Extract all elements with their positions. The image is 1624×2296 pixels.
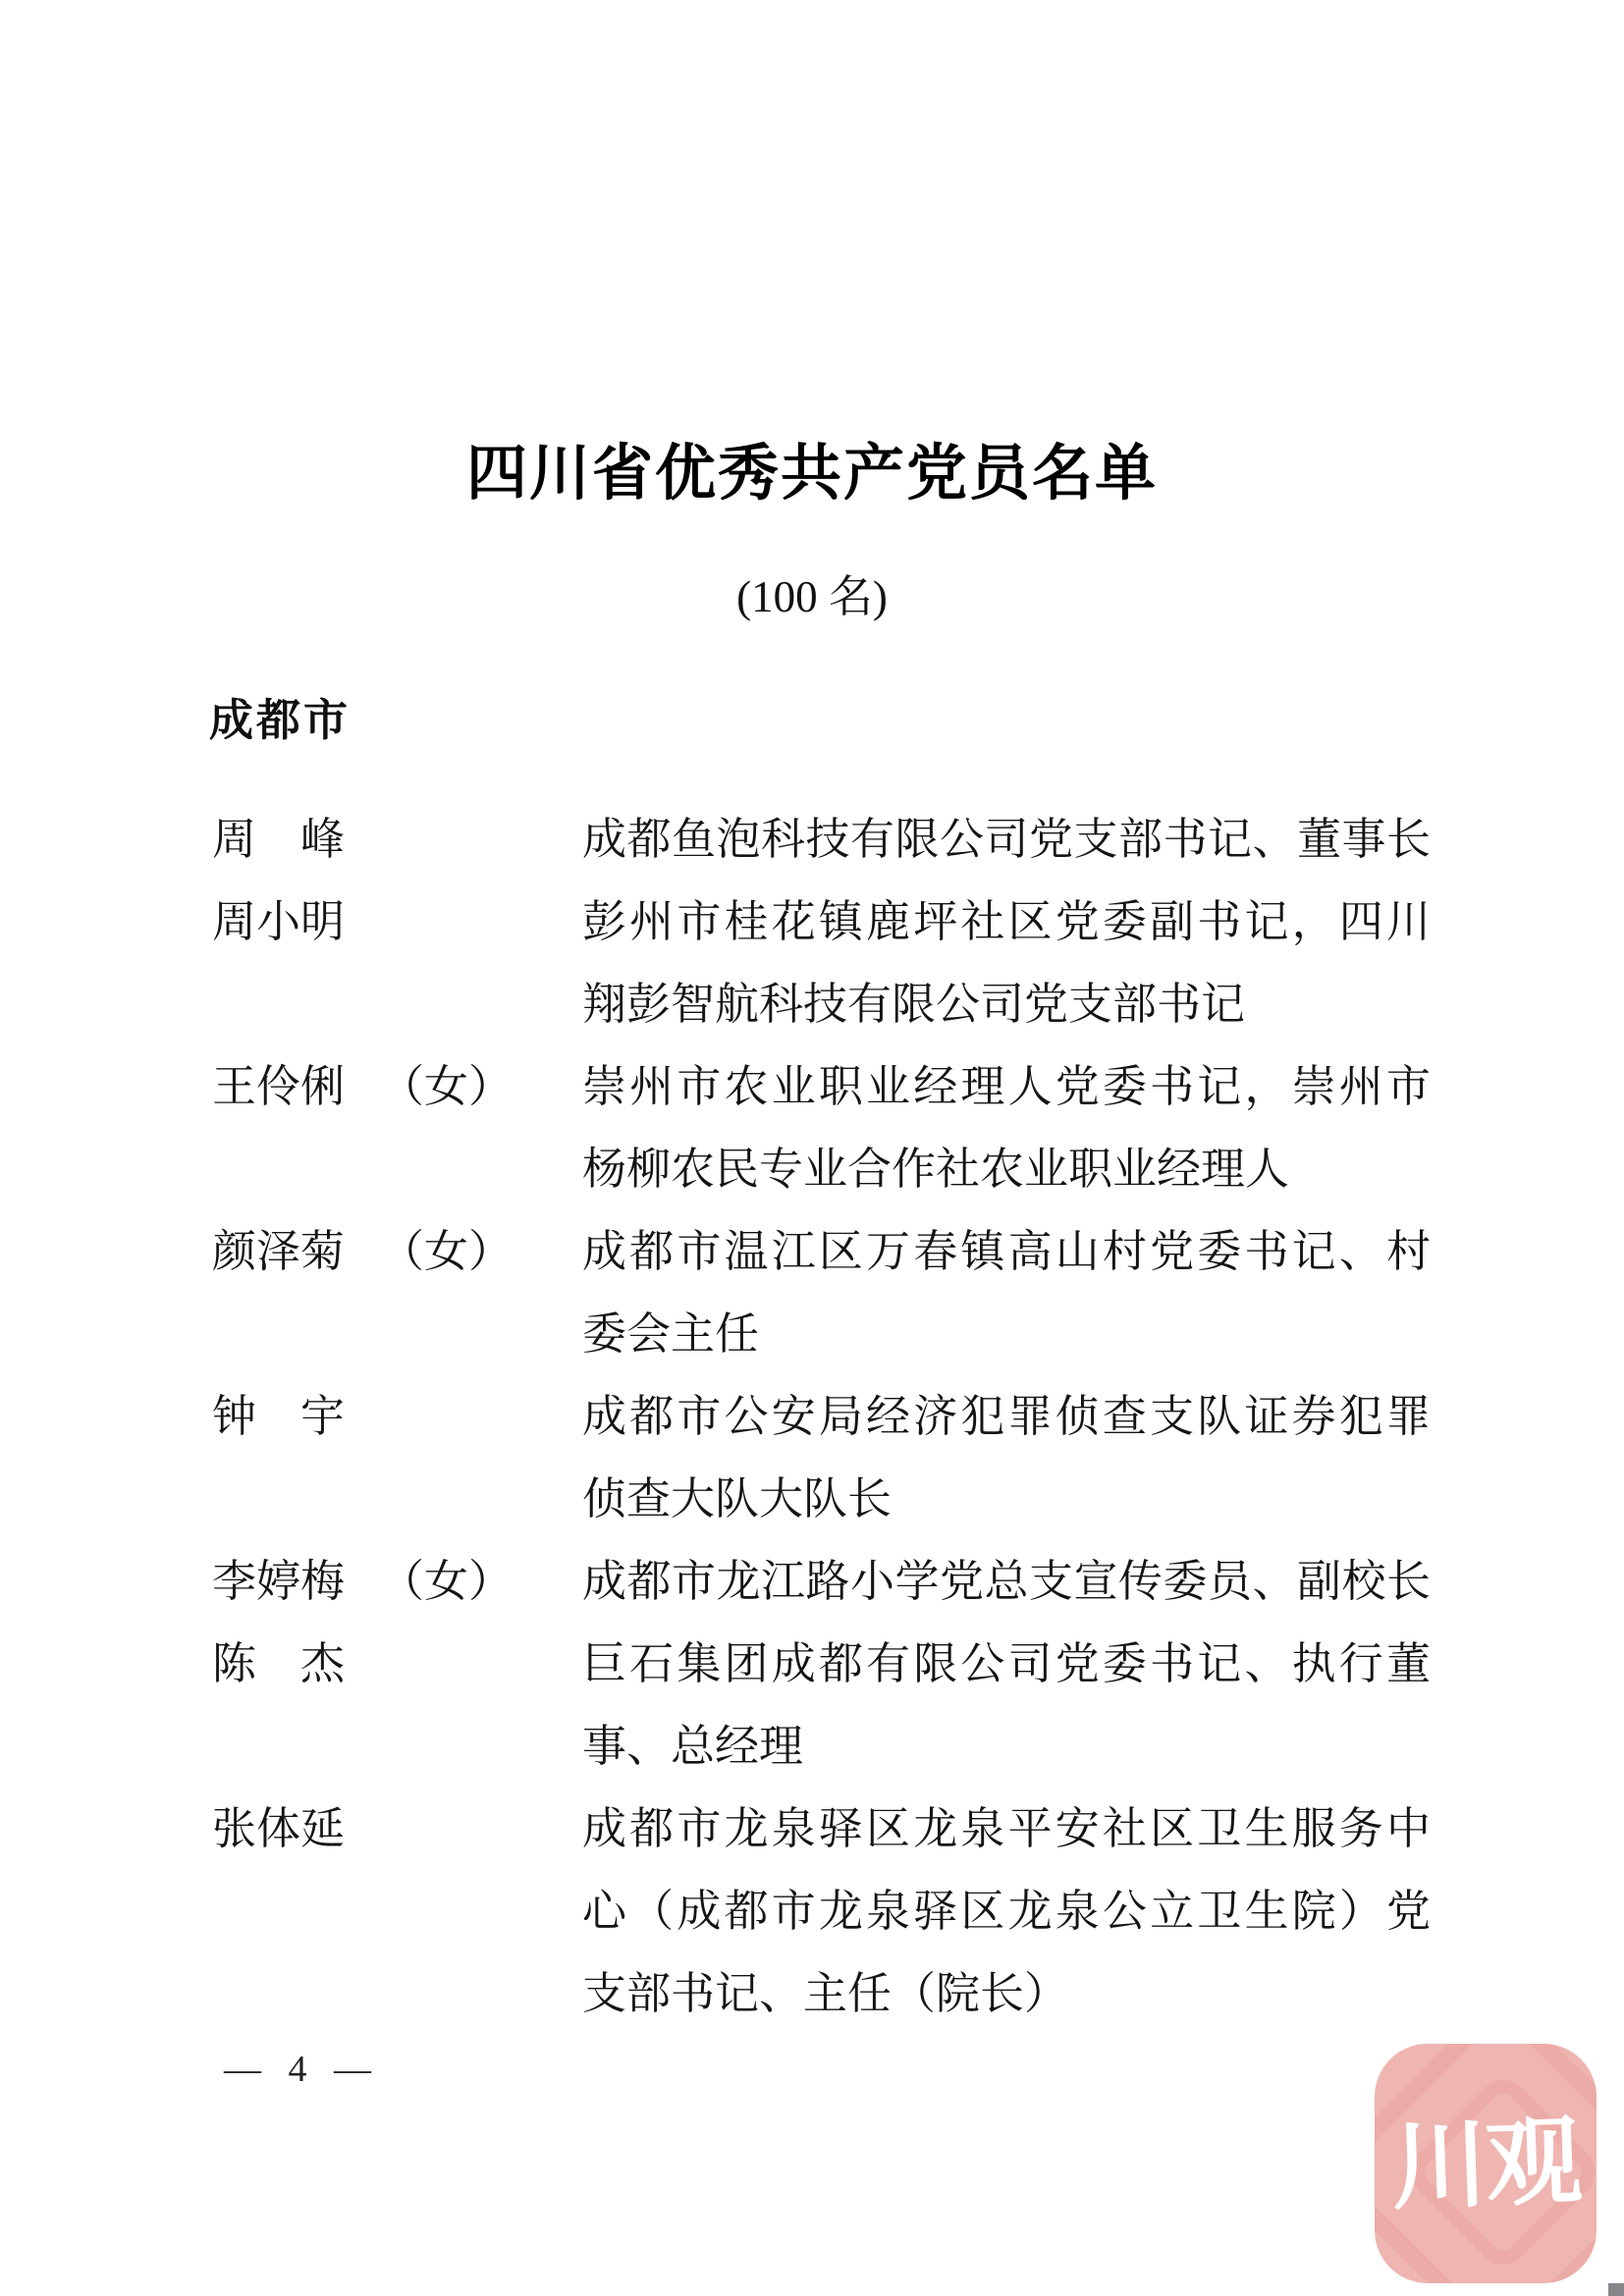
member-name: 钟 宇 — [212, 1392, 346, 1441]
corner-artifact-mark — [1608, 2283, 1624, 2296]
member-position — [582, 1623, 1431, 1788]
position-line: 成都市公安局经济犯罪侦查支队证券犯罪 — [582, 1392, 1431, 1441]
position-line: 委会主任 — [582, 1309, 760, 1359]
member-position — [582, 1210, 1431, 1375]
position-line: 支部书记、主任（院长） — [582, 1969, 1069, 2018]
member-count-subtitle: (100 名) — [736, 572, 888, 621]
member-position — [582, 1375, 1431, 1540]
member-row — [212, 881, 1439, 1045]
chuanguan-watermark-logo — [1375, 2044, 1597, 2283]
member-list — [212, 798, 1439, 2035]
member-name: 张体延 — [212, 1804, 346, 1853]
member-row — [212, 1788, 1439, 2035]
position-line: 成都市龙江路小学党总支宣传委员、副校长 — [582, 1557, 1431, 1606]
page-number: — 4 — — [224, 2049, 380, 2090]
position-line: 成都市龙泉驿区龙泉平安社区卫生服务中 — [582, 1804, 1431, 1853]
member-position — [582, 1788, 1431, 2035]
member-name: 颜泽菊 — [212, 1227, 346, 1276]
position-line: 翔彭智航科技有限公司党支部书记 — [582, 980, 1246, 1029]
member-name-cell — [212, 1788, 582, 1870]
position-line: 成都鱼泡科技有限公司党支部书记、董事长 — [582, 815, 1431, 864]
position-line: 巨石集团成都有限公司党委书记、执行董 — [582, 1639, 1431, 1688]
member-name-cell — [212, 1045, 582, 1128]
member-position — [582, 1540, 1431, 1623]
member-name: 周 峰 — [212, 815, 346, 864]
member-row — [212, 1540, 1439, 1623]
member-position — [582, 881, 1431, 1045]
logo-text: 川观 — [1389, 2109, 1583, 2222]
member-name: 陈 杰 — [212, 1639, 346, 1688]
member-row — [212, 1210, 1439, 1375]
member-name-cell — [212, 1623, 582, 1705]
member-row — [212, 798, 1439, 881]
member-name-cell — [212, 1375, 582, 1458]
member-row — [212, 1375, 1439, 1540]
member-gender-suffix: （女） — [380, 1227, 514, 1276]
position-line: 事、总经理 — [582, 1722, 804, 1771]
member-gender-suffix: （女） — [380, 1062, 514, 1111]
member-name-cell — [212, 881, 582, 963]
member-row — [212, 1045, 1439, 1210]
position-line: 彭州市桂花镇鹿坪社区党委副书记，四川 — [582, 897, 1431, 946]
member-name-cell — [212, 1210, 582, 1293]
member-position — [582, 1045, 1431, 1210]
position-line: 崇州市农业职业经理人党委书记，崇州市 — [582, 1062, 1431, 1111]
member-name: 周小明 — [212, 897, 346, 946]
member-name-cell — [212, 1540, 582, 1623]
page-title: 四川省优秀共产党员名单 — [465, 441, 1158, 507]
section-heading-chengdu: 成都市 — [209, 695, 352, 745]
member-name-cell — [212, 798, 582, 881]
position-line: 成都市温江区万春镇高山村党委书记、村 — [582, 1227, 1431, 1276]
position-line: 心（成都市龙泉驿区龙泉公立卫生院）党 — [582, 1887, 1431, 1936]
member-position — [582, 798, 1431, 881]
member-name: 王伶俐 — [212, 1062, 346, 1111]
member-name: 李婷梅 — [212, 1557, 346, 1606]
member-gender-suffix: （女） — [380, 1557, 514, 1606]
position-line: 侦查大队大队长 — [582, 1474, 893, 1523]
position-line: 杨柳农民专业合作社农业职业经理人 — [582, 1145, 1290, 1194]
member-row — [212, 1623, 1439, 1788]
